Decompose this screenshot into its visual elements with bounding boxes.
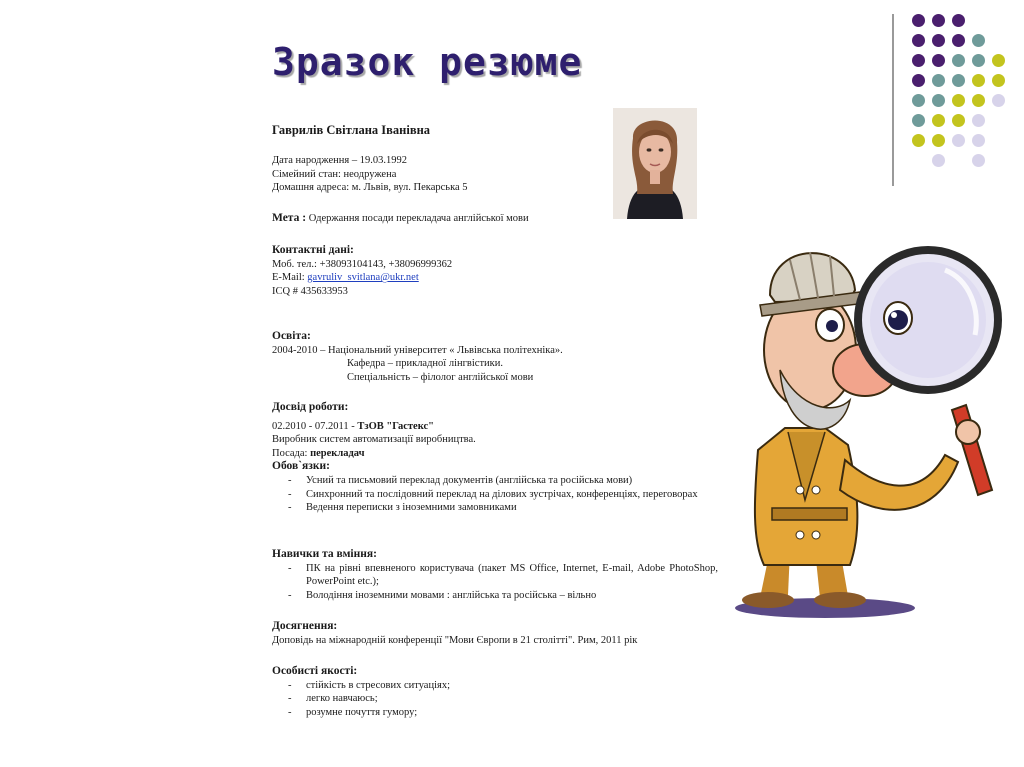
dot xyxy=(992,54,1005,67)
email-link[interactable]: gavruliv_svitlana@ukr.net xyxy=(307,272,419,284)
qualities-heading: Особисті якості: xyxy=(272,665,358,677)
marital-status: Сімейний стан: неодружена xyxy=(272,168,397,180)
phone-numbers: Моб. тел.: +38093104143, +38096999362 xyxy=(272,258,453,270)
dot xyxy=(932,34,945,47)
dot xyxy=(972,34,985,47)
duties-list xyxy=(272,474,718,515)
list-item: - стійкість в стресових ситуаціях; xyxy=(288,679,718,693)
dot xyxy=(952,94,965,107)
divider-line xyxy=(892,14,894,186)
dot xyxy=(932,14,945,27)
job-position-label: Посада: xyxy=(272,447,308,459)
list-item: - Синхронний та послідовний переклад на ділових зустрічах, конференціях, переговорах xyxy=(288,488,718,502)
profile-photo xyxy=(613,108,697,219)
dot xyxy=(932,94,945,107)
dot xyxy=(972,154,985,167)
skills-heading: Навички та вміння: xyxy=(272,548,377,560)
email-row xyxy=(272,271,718,285)
dot xyxy=(912,94,925,107)
list-item: - ПК на рівні впевненого користувача (пакет MS Office, Internet, E-mail, Adobe PhotoShop, PowerPoint etc.); xyxy=(288,562,718,589)
education-section xyxy=(272,330,718,384)
detective-cartoon-icon xyxy=(730,200,1020,630)
goal-text: Одержання посади перекладача англійської мови xyxy=(308,213,529,224)
decorative-dot-grid xyxy=(908,10,1018,170)
dot xyxy=(952,134,965,147)
dot xyxy=(912,54,925,67)
education-heading: Освіта: xyxy=(272,330,311,342)
list-item: - Усний та письмовий переклад документів (англійська та російська мови) xyxy=(288,474,718,488)
dot xyxy=(912,74,925,87)
achievements-heading: Досягнення: xyxy=(272,620,338,632)
dot xyxy=(972,54,985,67)
achievements-text: Доповідь на міжнародній конференції "Мови Європи в 21 столітті". Рим, 2011 рік xyxy=(272,634,638,646)
job-company: ТзОВ "Гастекс" xyxy=(357,420,434,432)
experience-heading: Досвід роботи: xyxy=(272,401,349,413)
achievements-section xyxy=(272,620,718,647)
dot xyxy=(912,134,925,147)
dot xyxy=(992,94,1005,107)
education-department: Кафедра – прикладної лінгвістики. xyxy=(347,358,504,370)
dot xyxy=(932,54,945,67)
duties-heading: Обов`язки: xyxy=(272,460,330,473)
list-item: - Володіння іноземними мовами : англійська та російська – вільно xyxy=(288,589,718,603)
qualities-section xyxy=(272,665,718,719)
dot xyxy=(952,14,965,27)
icq-number: ICQ # 435633953 xyxy=(272,285,348,297)
qualities-list xyxy=(272,679,718,720)
education-specialty: Спеціальність – філолог англійської мови xyxy=(347,371,534,383)
dot xyxy=(972,94,985,107)
contacts-heading: Контактні дані: xyxy=(272,244,354,256)
skills-section xyxy=(272,548,718,602)
dot xyxy=(952,54,965,67)
dot xyxy=(992,74,1005,87)
home-address: Домашня адреса: м. Львів, вул. Пекарська 5 xyxy=(272,182,468,194)
experience-section xyxy=(272,401,718,515)
birth-date: Дата народження – 19.03.1992 xyxy=(272,155,407,166)
resume-name: Гаврилів Світлана Іванівна xyxy=(272,123,431,137)
slide-title: Зразок резюме xyxy=(272,40,583,84)
dot xyxy=(952,114,965,127)
goal-label: Мета : xyxy=(272,212,307,224)
education-line: 2004-2010 – Національний університет « Львівська політехніка». xyxy=(272,344,563,356)
email-label: E-Mail: xyxy=(272,272,305,284)
job-position-row xyxy=(272,447,718,461)
job-period: 02.2010 - 07.2011 - xyxy=(272,420,355,432)
dot xyxy=(912,14,925,27)
dot xyxy=(972,114,985,127)
dot xyxy=(972,134,985,147)
job-position: перекладач xyxy=(310,447,365,459)
list-item: - легко навчаюсь; xyxy=(288,692,718,706)
person-portrait-icon xyxy=(613,108,697,219)
dot xyxy=(912,34,925,47)
dot xyxy=(952,34,965,47)
dot xyxy=(932,74,945,87)
job-description: Виробник систем автоматизації виробництва. xyxy=(272,434,476,446)
list-item: - розумне почуття гумору; xyxy=(288,706,718,720)
dot xyxy=(932,114,945,127)
dot xyxy=(912,114,925,127)
contacts-section xyxy=(272,244,718,298)
list-item: - Ведення переписки з іноземними замовниками xyxy=(288,501,718,515)
dot xyxy=(972,74,985,87)
dot xyxy=(932,134,945,147)
dot xyxy=(952,74,965,87)
skills-list xyxy=(272,562,718,603)
dot xyxy=(932,154,945,167)
job-row xyxy=(272,420,718,434)
